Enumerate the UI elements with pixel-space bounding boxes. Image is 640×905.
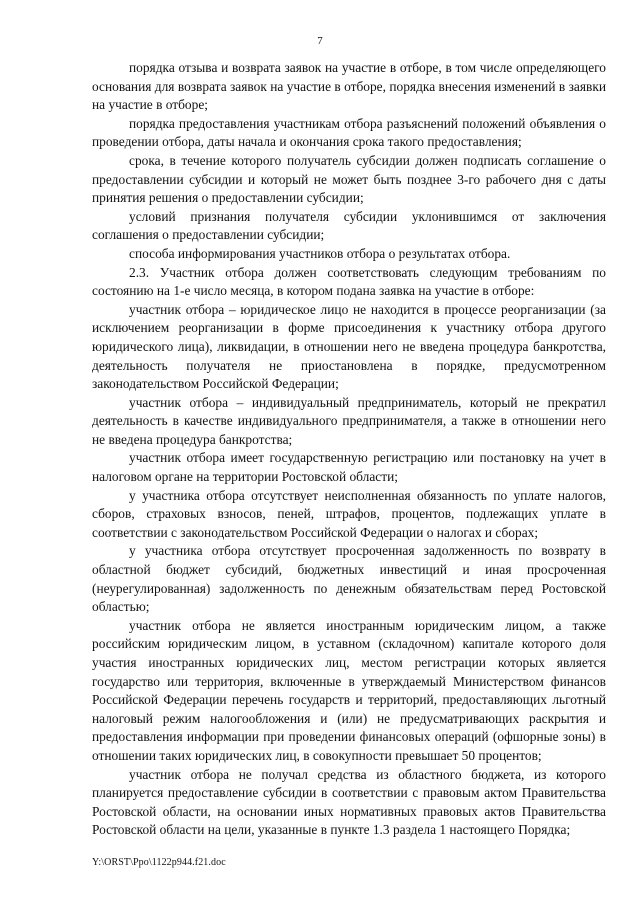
page-number: 7 <box>317 35 323 47</box>
paragraph: порядка предоставления участникам отбора разъяснений положений объявления о проведении отбора, даты начала и окончания срока такого предоставления; <box>92 115 606 150</box>
paragraph: срока, в течение которого получатель субсидии должен подписать соглашение о предоставлении субсидии и который не может быть позднее 3-го рабочего дня с даты принятия решения о предоставлении субсидии; <box>92 152 606 206</box>
paragraph: участник отбора не получал средства из областного бюджета, из которого планируется предоставление субсидии в соответствии с правовым актом Правительства Ростовской области, на основании иных нормативных правовых актов Правительства Ростовской области на цели, указанные в пункте 1.3 раздела 1 настоящего Порядка; <box>92 766 606 838</box>
paragraph: участник отбора – индивидуальный предприниматель, который не прекратил деятельность в качестве индивидуального предпринимателя, а также в отношении него не введена процедура банкротства; <box>92 394 606 447</box>
footer-file-path: Y:\ORST\Ppo\1122p944.f21.doc <box>92 857 226 868</box>
document-body <box>92 59 606 840</box>
paragraph: способа информирования участников отбора о результатах отбора. <box>129 245 511 261</box>
paragraph: участник отбора не является иностранным юридическим лицом, а также российским юридическим лицом, в уставном (складочном) капитале которого доля участия иностранных юридических лиц, местом регистрации которых является государство или территория, включенные в утверждаемый Министерством финансов Российской Федерации перечень государств и территорий, предоставляющих льготный налоговый режим налогообложения и (или) не предусматривающих раскрытия и предоставления информации при проведении финансовых операций (офшорные зоны) в отношении таких юридических лиц, в совокупности превышает 50 процентов; <box>92 617 606 763</box>
paragraph: у участника отбора отсутствует просроченная задолженность по возврату в областной бюджет субсидий, бюджетных инвестиций и иная просроченная (неурегулированная) задолженность по денежным обязательствам перед Ростовской областью; <box>92 543 606 615</box>
paragraph: участник отбора имеет государственную регистрацию или постановку на учет в налоговом органе на территории Ростовской области; <box>92 450 606 485</box>
paragraph: участник отбора – юридическое лицо не находится в процессе реорганизации (за исключением реорганизации в форме присоединения к участнику отбора другого юридического лица), ликвидации, в отношении него не введена процедура банкротства, деятельность получателя не приостановлена в порядке, предусмотренном законодательством Российской Федерации; <box>92 301 606 392</box>
paragraph: условий признания получателя субсидии уклонившимся от заключения соглашения о предоставлении субсидии; <box>92 208 606 243</box>
paragraph: у участника отбора отсутствует неисполненная обязанность по уплате налогов, сборов, страховых взносов, пеней, штрафов, процентов, подлежащих уплате в соответствии с законодательством Российской Федерации о налогах и сборах; <box>92 487 606 540</box>
section-paragraph-2-3: 2.3. Участник отбора должен соответствовать следующим требованиям по состоянию на 1-е число месяца, в котором подана заявка на участие в отборе: <box>92 264 606 299</box>
paragraph: порядка отзыва и возврата заявок на участие в отборе, в том числе определяющего основания для возврата заявок на участие в отборе, порядка внесения изменений в заявки на участие в отборе; <box>92 60 606 113</box>
